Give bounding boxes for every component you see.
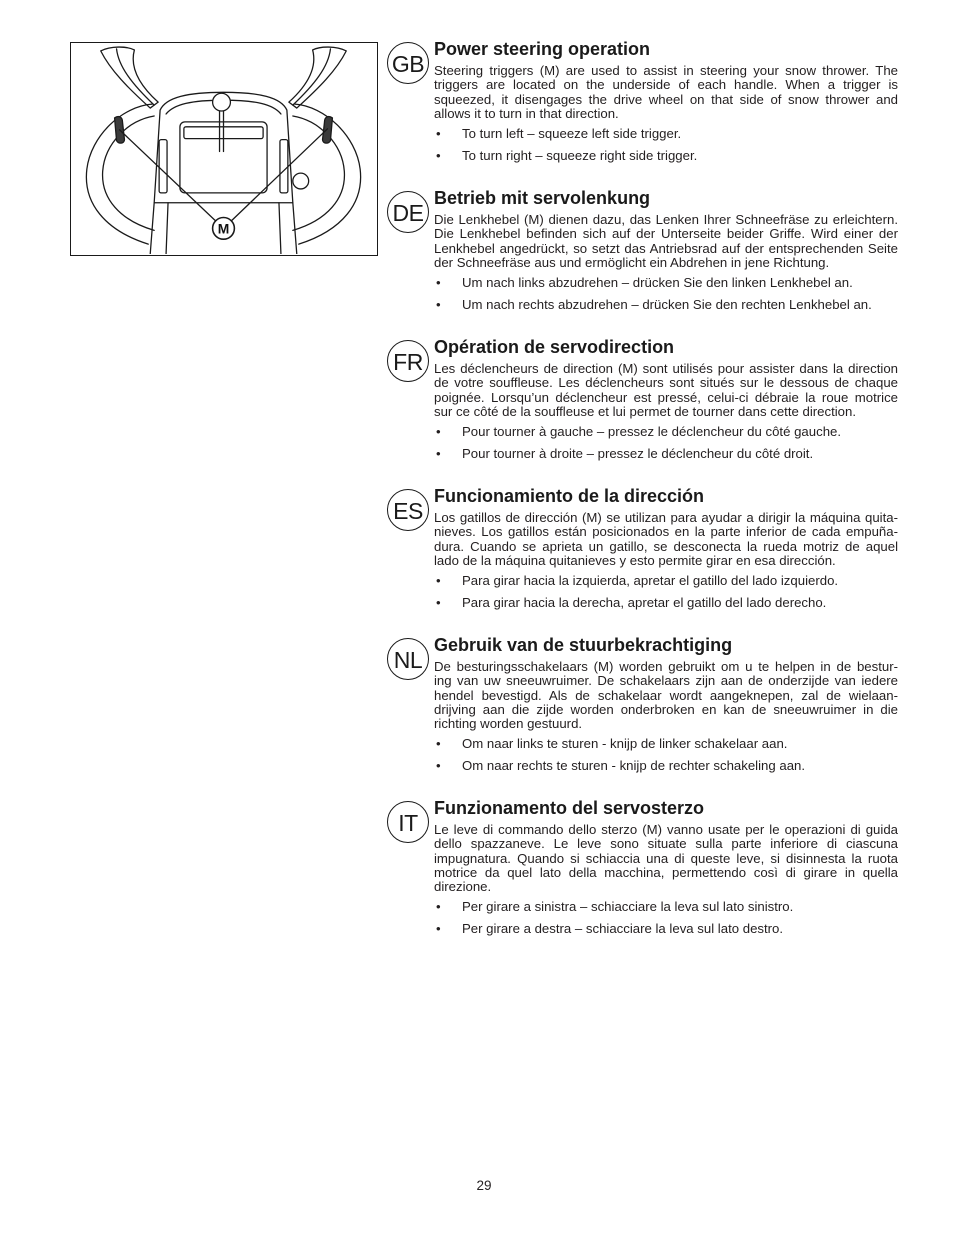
body-line: der Schneefräse aus und ermöglicht ein Abdrehen in jene Richtung. — [434, 254, 830, 270]
bullet-list — [434, 425, 898, 461]
side-knob — [293, 173, 309, 189]
steering-trigger-illustration — [70, 42, 378, 256]
body-line: ing van uw sneeuwruimer. De schakelaars zijn aan de onderzijde van iedere — [434, 673, 898, 689]
callout-label: M — [217, 220, 230, 237]
body-line: Lenkhebel angedrückt, so setzt das Antriebsrad auf der entsprechenden Seite — [434, 240, 898, 256]
bullet-item: • Om naar rechts te sturen - knijp de rechter schakeling aan. — [434, 759, 898, 773]
bullet-list — [434, 737, 898, 773]
lower-frame-left-inner — [166, 203, 168, 254]
body-line: De besturingsschakelaars (M) worden gebruikt om u te helpen in de bestur- — [434, 659, 898, 674]
language-code: NL — [393, 646, 423, 673]
section-es — [386, 486, 898, 617]
bullet-item: • Pour tourner à droite – pressez le déclencheur du côté droit. — [434, 447, 898, 461]
language-badge-gb — [387, 42, 429, 84]
snow-thrower-rear-view — [71, 43, 376, 254]
language-code: GB — [391, 50, 425, 77]
body-line: nieves. Los gatillos están posicionados en la parte inferior de cada empuña- — [434, 524, 898, 540]
section-nl — [386, 635, 898, 780]
section-it — [386, 798, 898, 943]
section-body — [434, 64, 898, 121]
bullet-item: • To turn right – squeeze right side trigger. — [434, 149, 898, 163]
crank-knob — [213, 93, 231, 111]
body-line: poignée. Lorsqu’un déclencheur est pressé, celui-ci débraie la roue motrice — [434, 389, 898, 405]
body-line: Die Lenkhebel (M) dienen dazu, das Lenken Ihrer Schneefräse zu erleichtern. — [434, 212, 898, 227]
lower-frame-right — [293, 203, 297, 254]
section-title: Funcionamiento de la dirección — [434, 486, 705, 506]
body-line: Le leve di commando dello sterzo (M) vanno usate per le operazioni di guida — [434, 822, 898, 837]
bullet-item: • Pour tourner à gauche – pressez le déclencheur du côté gauche. — [434, 425, 898, 439]
bullet-item: • Um nach rechts abzudrehen – drücken Sie den rechten Lenkhebel an. — [434, 298, 898, 312]
body-line: direzione. — [434, 879, 492, 895]
right-steering-trigger — [323, 117, 333, 144]
body-line: squeezed, it disengages the drive wheel on that side of snow thrower and — [434, 91, 898, 107]
body-line: motrice da quel lato della macchina, permettendo così di girare in quella — [434, 864, 898, 880]
section-gb — [386, 39, 898, 170]
body-line: triggers are located on the underside of each handle. When a trigger is — [434, 77, 898, 93]
section-body — [434, 362, 898, 419]
bullet-item: • To turn left – squeeze left side trigger. — [434, 127, 898, 141]
body-line: lado de la máquina quitanieves y esto permite girar en esa dirección. — [434, 552, 836, 568]
section-text — [434, 486, 898, 610]
section-text — [434, 635, 898, 773]
bullet-list — [434, 276, 898, 312]
body-line: Les déclencheurs de direction (M) sont utilisés pour assister dans la direction — [434, 361, 898, 376]
lower-frame-left — [150, 203, 154, 254]
section-text — [434, 39, 898, 163]
section-title: Gebruik van de stuurbekrachtiging — [434, 635, 733, 655]
section-title: Opération de servodirection — [434, 337, 675, 357]
body-line: Steering triggers (M) are used to assist in steering your snow thrower. The — [434, 63, 898, 78]
section-body — [434, 511, 898, 568]
body-line: drijving aan die zijde worden onderbroken en kan de sneeuwruimer in die — [434, 701, 898, 717]
body-line: Los gatillos de dirección (M) se utilizan para ayudar a dirigir la máquina quita- — [434, 510, 898, 525]
section-body — [434, 823, 898, 894]
language-badge-es — [387, 489, 429, 531]
left-handle-loop-inner — [103, 116, 155, 230]
section-title: Power steering operation — [434, 39, 651, 59]
body-line: allows it to turn in that direction. — [434, 105, 619, 121]
language-badge-de — [387, 191, 429, 233]
lower-frame-right-inner — [279, 203, 281, 254]
bullet-item: • Um nach links abzudrehen – drücken Sie den linken Lenkhebel an. — [434, 276, 898, 290]
language-badge-it — [387, 801, 429, 843]
body-line: de votre souffleuse. Les déclencheurs sont situés sur le dessous de chaque — [434, 375, 898, 391]
section-text — [434, 188, 898, 312]
body-line: impugnatura. Quando si schiaccia una di queste leve, si disinnesta la ruota — [434, 850, 898, 866]
bullet-item: • Per girare a sinistra – schiacciare la leva sul lato sinistro. — [434, 900, 898, 914]
bullet-item: • Om naar links te sturen - knijp de linker schakelaar aan. — [434, 737, 898, 751]
language-code: DE — [392, 199, 424, 226]
section-title: Funzionamento del servosterzo — [434, 798, 705, 818]
body-line: hendel bevestigd. Als de schakelaar wordt aangeknepen, zal de wielaan- — [434, 687, 898, 703]
body-line: sur ce côté de la souffleuse et lui permet de tourner dans cette direction. — [434, 403, 856, 419]
page-number: 29 — [476, 1178, 492, 1193]
language-code: ES — [393, 497, 423, 524]
language-badge-nl — [387, 638, 429, 680]
bullet-list — [434, 574, 898, 610]
section-text — [434, 798, 898, 936]
bullet-item: • Per girare a destra – schiacciare la leva sul lato destro. — [434, 922, 898, 936]
bullet-item: • Para girar hacia la derecha, apretar el gatillo del lado derecho. — [434, 596, 898, 610]
bullet-list — [434, 900, 898, 936]
body-line: richting worden gestuurd. — [434, 716, 583, 732]
body-line: Die Lenkhebel befinden sich auf der Unterseite beider Griffe. Wird einer der — [434, 226, 898, 242]
bullet-item: • Para girar hacia la izquierda, apretar el gatillo del lado izquierdo. — [434, 574, 898, 588]
section-body — [434, 213, 898, 270]
section-text — [434, 337, 898, 461]
body-line: dello spazzaneve. Le leve sono situate sulla parte inferiore di ciascuna — [434, 836, 898, 852]
section-title: Betrieb mit servolenkung — [434, 188, 651, 208]
section-fr — [386, 337, 898, 468]
body-line: dura. Cuando se aprieta un gatillo, se desconecta la rueda motriz de aquel — [434, 538, 898, 554]
language-badge-fr — [387, 340, 429, 382]
section-de — [386, 188, 898, 319]
language-code: IT — [398, 809, 418, 836]
bullet-list — [434, 127, 898, 163]
language-code: FR — [393, 348, 423, 375]
section-body — [434, 660, 898, 731]
